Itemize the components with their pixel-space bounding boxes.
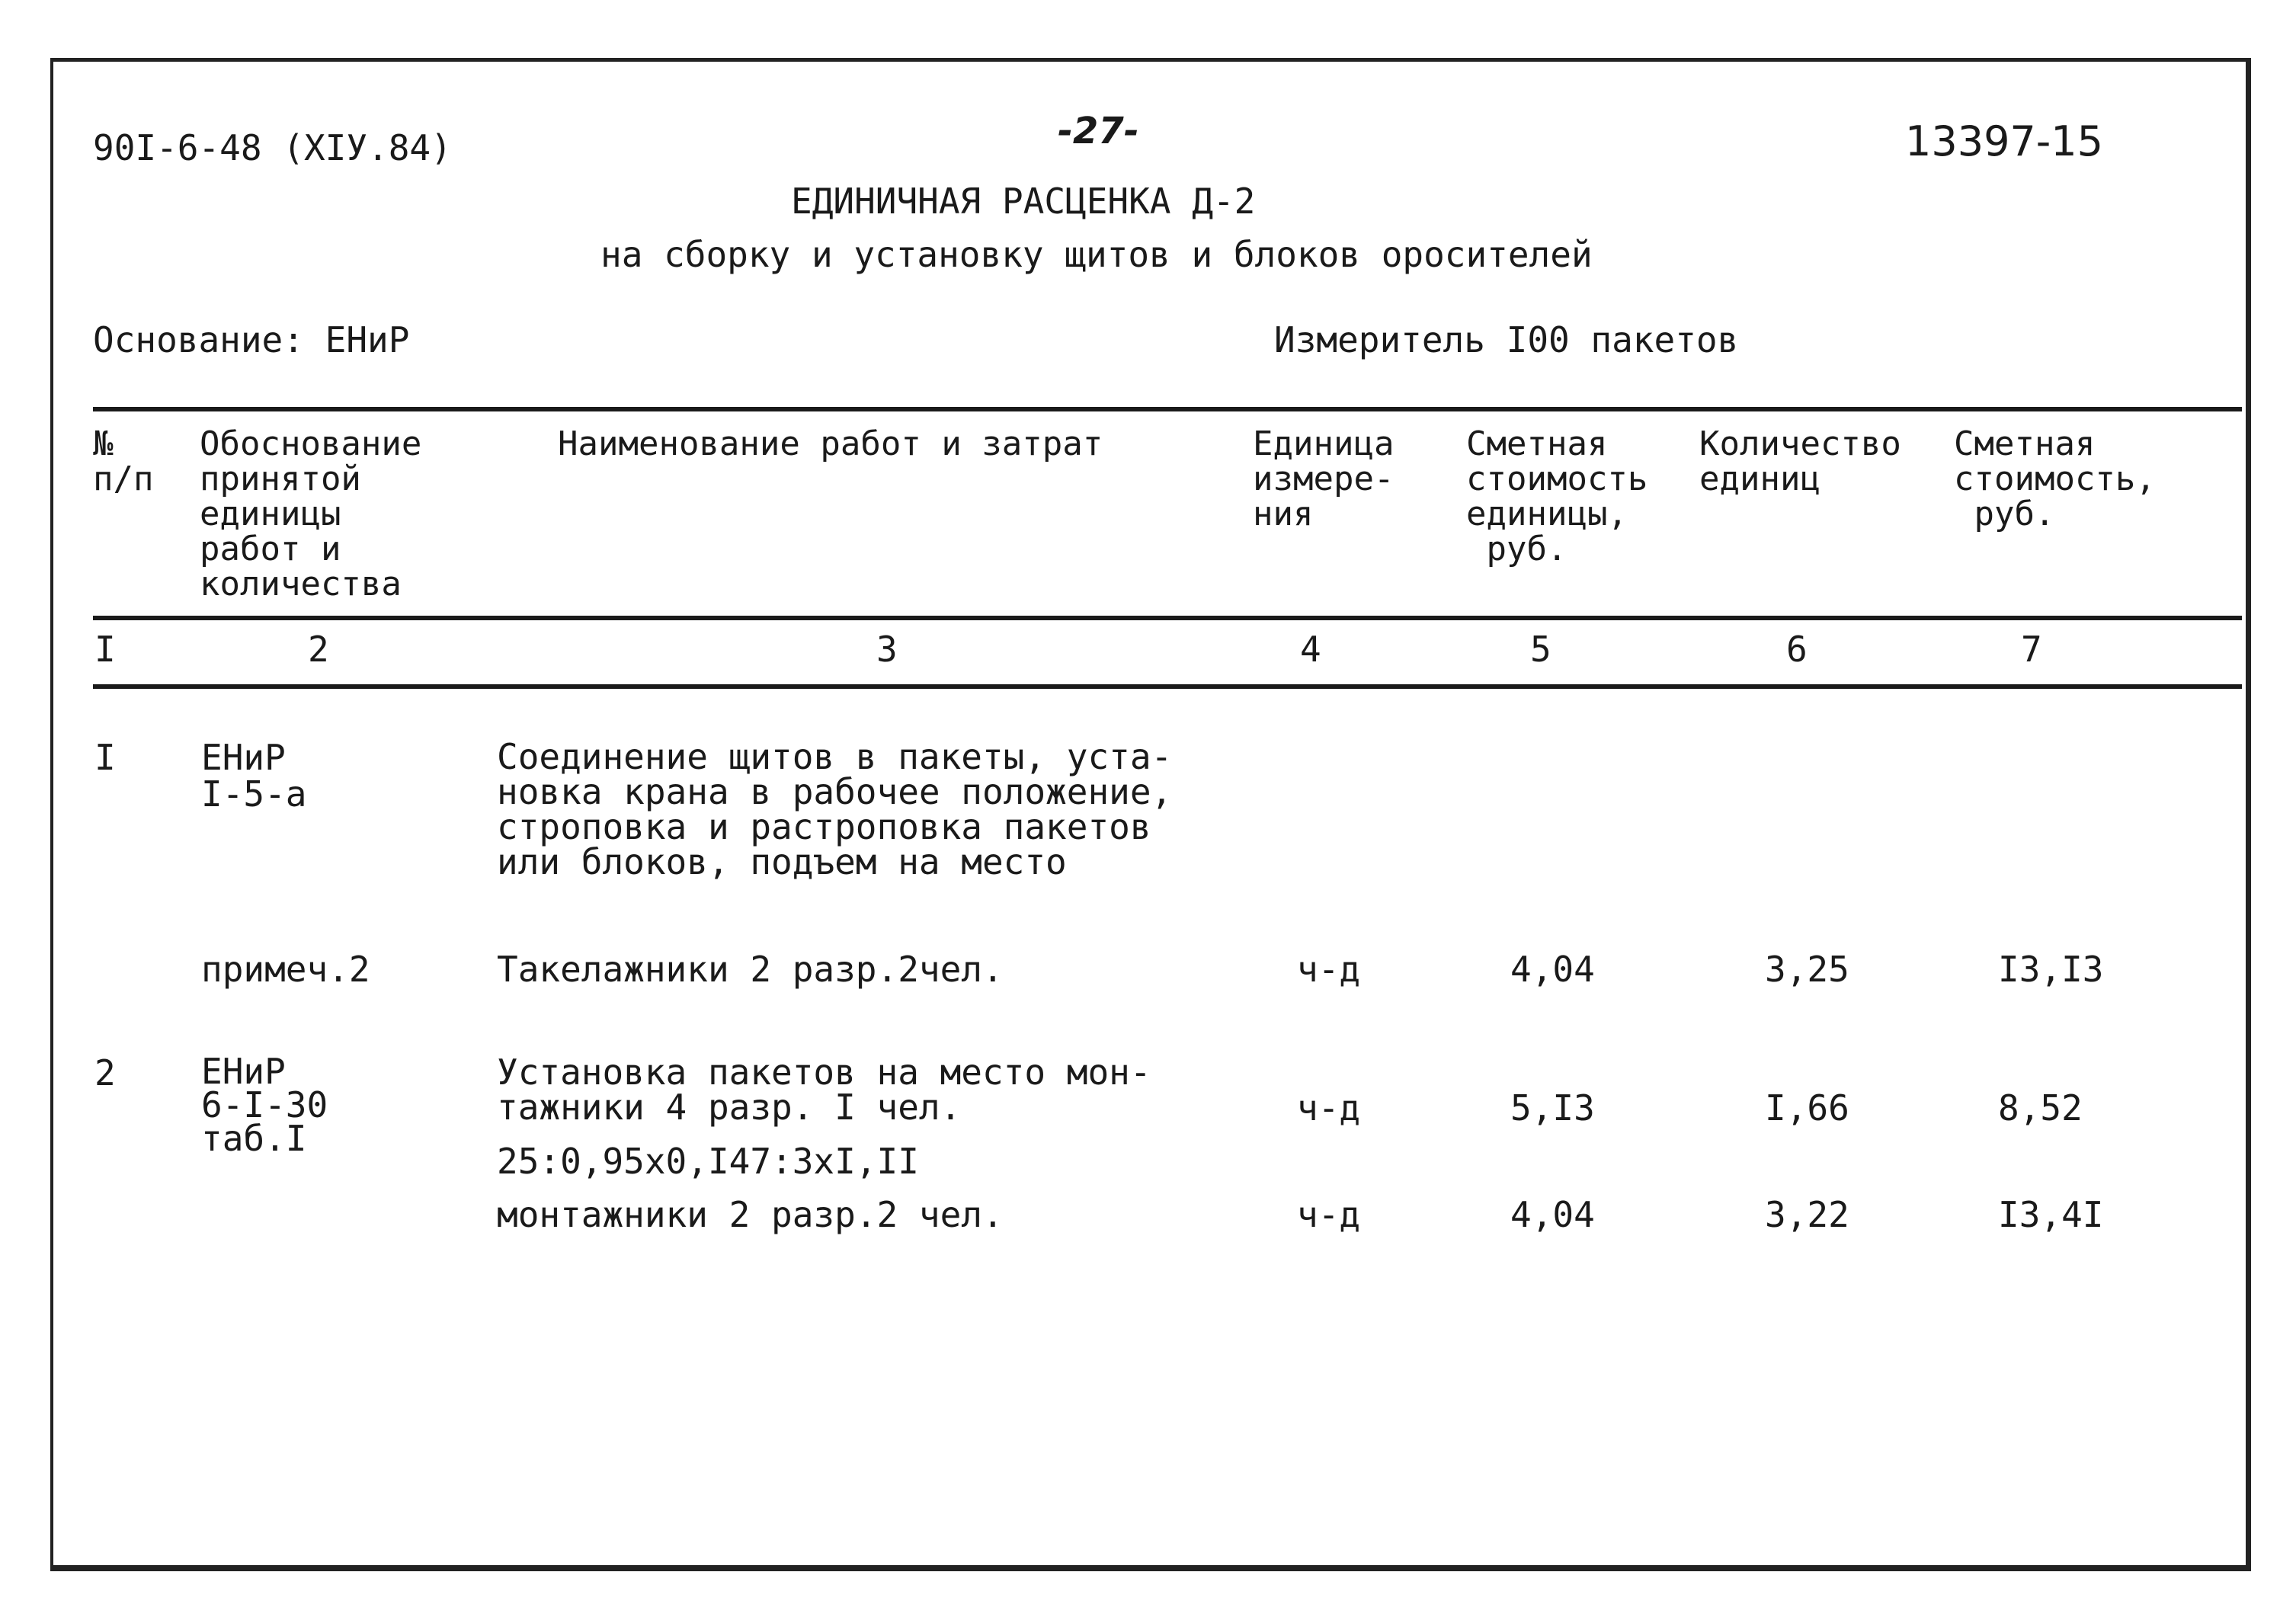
col-number: 4: [1300, 629, 1321, 670]
row-description: Установка пакетов на место мон- тажники 4 разр. I чел.: [497, 1052, 1151, 1128]
row-number: 2: [94, 1052, 116, 1093]
row-unit-cost: 5,I3: [1510, 1087, 1595, 1129]
document-title: ЕДИНИЧНАЯ РАСЦЕНКА Д-2: [791, 181, 1256, 222]
col-number: 3: [876, 629, 898, 670]
row-unit: ч-д: [1297, 949, 1361, 990]
row-unit-cost: 4,04: [1510, 949, 1595, 990]
row-total: 8,52: [1998, 1087, 2083, 1129]
document-subtitle: на сборку и установку щитов и блоков оросителей: [600, 234, 1593, 275]
row-basis: ЕНиР 6-I-30 таб.I: [201, 1051, 328, 1159]
page-number: -27-: [1058, 110, 1139, 152]
table-header-rule: [93, 616, 2242, 620]
col-header-unit: Единица измере- ния: [1253, 424, 1395, 533]
row-quantity: 3,22: [1765, 1194, 1849, 1235]
row-number: I: [94, 737, 116, 778]
col-number: 2: [308, 629, 329, 670]
table-top-rule: [93, 407, 2242, 411]
row-basis: примеч.2: [201, 949, 370, 990]
row-unit: ч-д: [1297, 1194, 1361, 1235]
inventory-number: 13397-15: [1905, 117, 2103, 165]
row-description: Такелажники 2 разр.2чел.: [497, 949, 1004, 990]
col-header-total: Сметная стоимость, руб.: [1954, 424, 2156, 533]
col-header-unit-cost: Сметная стоимость единицы, руб.: [1466, 424, 1648, 568]
row-total: I3,I3: [1998, 949, 2104, 990]
row-description: Соединение щитов в пакеты, уста- новка крана в рабочее положение, строповка и растроповка пакетов или блоков, подъем на место: [497, 736, 1173, 882]
document-code: 90I-6-48 (XIУ.84): [93, 127, 452, 168]
row-unit-cost: 4,04: [1510, 1194, 1595, 1235]
row-basis: ЕНиР I-5-а: [201, 737, 307, 815]
col-header-quantity: Количество единиц: [1699, 424, 1901, 498]
col-number: 6: [1786, 629, 1808, 670]
row-total: I3,4I: [1998, 1194, 2104, 1235]
col-number: 5: [1530, 629, 1551, 670]
row-quantity: I,66: [1765, 1087, 1849, 1129]
row-description: монтажники 2 разр.2 чел.: [497, 1194, 1004, 1235]
column-numbers-rule: [93, 684, 2242, 689]
row-quantity: 3,25: [1765, 949, 1849, 990]
col-header-description: Наименование работ и затрат: [558, 424, 1103, 463]
basis-label: Основание: ЕНиР: [93, 319, 410, 360]
col-header-number: № п/п: [93, 424, 154, 498]
row-unit: ч-д: [1297, 1087, 1361, 1129]
row-formula: 25:0,95х0,I47:3хI,II: [497, 1141, 919, 1182]
unit-measure-label: Измеритель I00 пакетов: [1274, 319, 1739, 360]
col-number: 7: [2021, 629, 2042, 670]
col-header-basis: Обоснование принятой единицы работ и количества: [200, 424, 422, 603]
col-number: I: [94, 629, 116, 670]
